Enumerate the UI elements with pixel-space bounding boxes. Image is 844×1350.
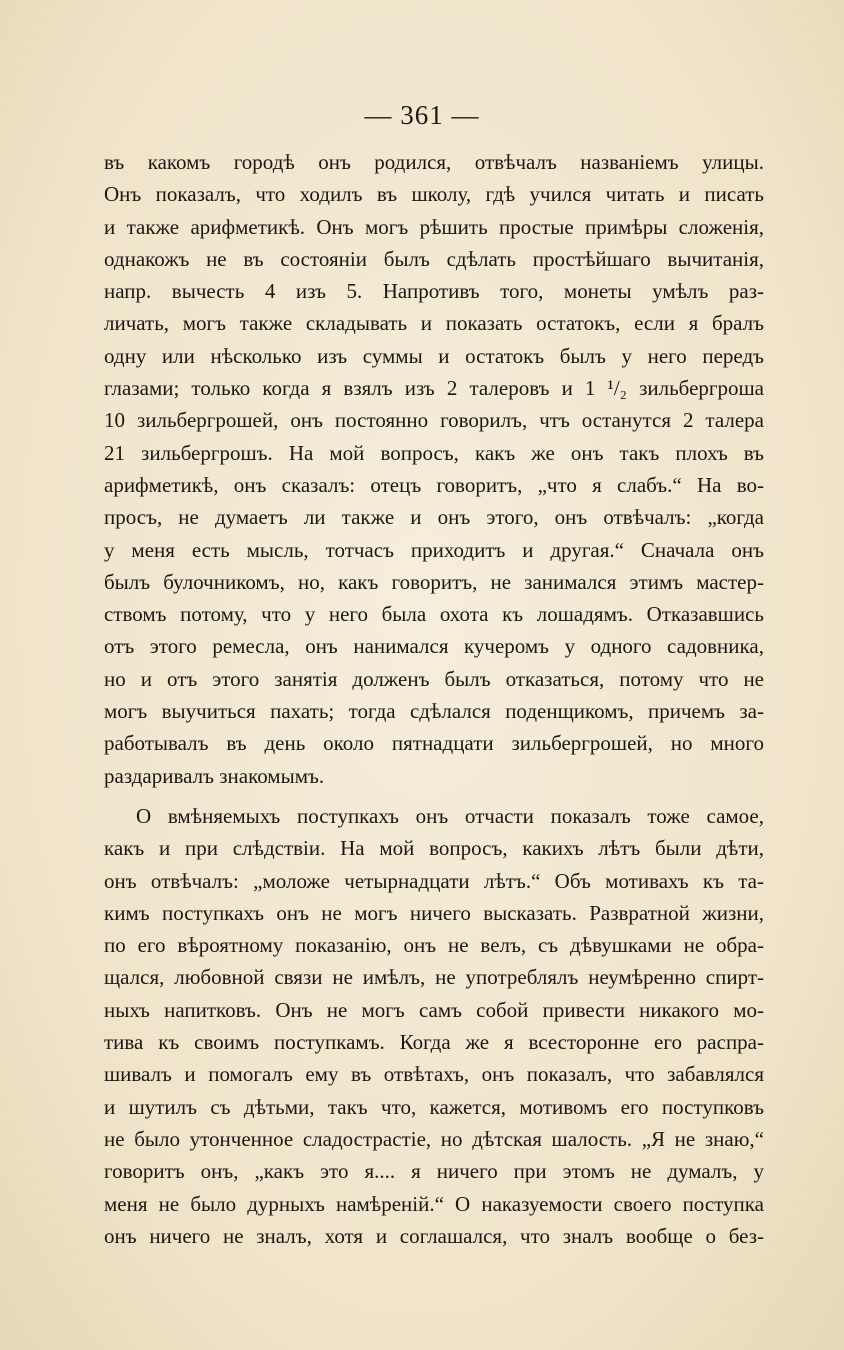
text-line: шивалъ и помогалъ ему въ отвѣтахъ, онъ показалъ, что забавлялся	[104, 1062, 764, 1087]
text-line: тива къ своимъ поступкамъ. Когда же я всесторонне его распра-	[104, 1030, 764, 1055]
text-line: 21 зильбергрошъ. На мой вопросъ, какъ же онъ такъ плохъ въ	[104, 440, 764, 465]
text-line: былъ булочникомъ, но, какъ говоритъ, не занимался этимъ мастер-	[104, 569, 764, 594]
text-line: говоритъ онъ, „какъ это я.... я ничего при этомъ не думалъ, у	[104, 1159, 764, 1184]
text-line: одну или нѣсколько изъ суммы и остатокъ былъ у него передъ	[104, 343, 764, 368]
text-line: Онъ показалъ, что ходилъ въ школу, гдѣ учился читать и писать	[104, 182, 764, 207]
text-line: работывалъ въ день около пятнадцати зильбергрошей, но много	[104, 731, 764, 756]
text-line: по его вѣроятному показанію, онъ не велъ, съ дѣвушками не обра-	[104, 933, 764, 958]
text-line: 10 зильбергрошей, онъ постоянно говорилъ, чтъ останутся 2 талера	[104, 408, 764, 433]
text-line: просъ, не думаетъ ли также и онъ этого, онъ отвѣчалъ: „когда	[104, 505, 764, 530]
paragraph-gap	[104, 792, 764, 800]
text-line: меня не было дурныхъ намѣреній.“ О наказуемости своего поступка	[104, 1191, 764, 1216]
text-line: въ какомъ городѣ онъ родился, отвѣчалъ названіемъ улицы.	[104, 150, 764, 174]
page-number: — 361 —	[364, 100, 480, 130]
text-line: О вмѣняемыхъ поступкахъ онъ отчасти показалъ тоже самое,	[136, 803, 764, 828]
text-line: и шутилъ съ дѣтьми, такъ что, кажется, мотивомъ его поступковъ	[104, 1094, 764, 1119]
paragraph	[104, 146, 764, 792]
text-line: но и отъ этого занятія долженъ былъ отказаться, потому что не	[104, 666, 764, 691]
text-line: ныхъ напитковъ. Онъ не могъ самъ собой привести никакого мо-	[104, 997, 764, 1022]
paragraph	[104, 800, 764, 1252]
text-line: у меня есть мысль, тотчасъ приходитъ и другая.“ Сначала онъ	[104, 537, 764, 562]
text-line: личать, могъ также складывать и показать остатокъ, если я бралъ	[104, 311, 764, 336]
text-line: арифметикѣ, онъ сказалъ: отецъ говоритъ, „что я слабъ.“ На во-	[104, 472, 764, 497]
text-line: напр. вычесть 4 изъ 5. Напротивъ того, монеты умѣлъ раз-	[104, 279, 764, 304]
text-line: отъ этого ремесла, онъ нанимался кучеромъ у одного садовника,	[104, 634, 764, 659]
text-line: не было утонченное сладострастіе, но дѣтская шалость. „Я не знаю,“	[104, 1126, 764, 1151]
text-line: какъ и при слѣдствіи. На мой вопросъ, какихъ лѣтъ были дѣти,	[104, 836, 764, 861]
text-line: онъ отвѣчалъ: „моложе четырнадцати лѣтъ.“ Объ мотивахъ къ та-	[104, 868, 764, 893]
text-line: кимъ поступкахъ онъ не могъ ничего высказать. Развратной жизни,	[104, 900, 764, 925]
text-line: могъ выучиться пахать; тогда сдѣлался поденщикомъ, причемъ за-	[104, 699, 764, 724]
body-text	[104, 146, 764, 1252]
text-line: онъ ничего не зналъ, хотя и соглашался, что зналъ вообще о без-	[104, 1223, 764, 1248]
text-line: щался, любовной связи не имѣлъ, не употреблялъ неумѣренно спирт-	[104, 965, 764, 990]
text-line: раздаривалъ знакомымъ.	[104, 763, 325, 788]
text-line: ствомъ потому, что у него была охота къ лошадямъ. Отказавшись	[104, 602, 764, 627]
text-line: и также арифметикѣ. Онъ могъ рѣшить простые примѣры сложенія,	[104, 214, 764, 239]
text-line: однакожъ не въ состояніи былъ сдѣлать простѣйшаго вычитанія,	[104, 246, 764, 271]
text-line: глазами; только когда я взялъ изъ 2 талеровъ и 1 ¹/₂ зильбергроша	[104, 376, 764, 401]
